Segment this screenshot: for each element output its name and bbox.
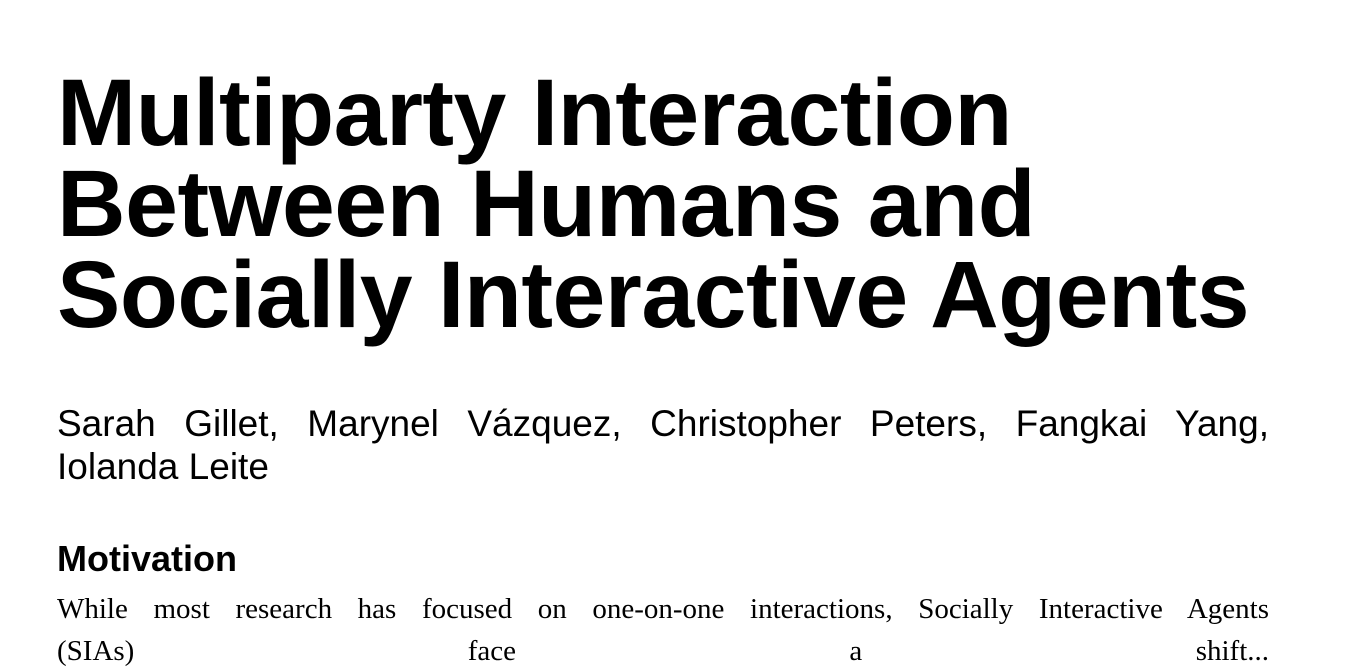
title-line: Socially Interactive Agents xyxy=(57,242,1250,348)
paper-title xyxy=(57,60,1250,348)
author-line: Iolanda Leite xyxy=(57,446,269,487)
title-line: Between Humans and xyxy=(57,151,1036,257)
motivation-paragraph xyxy=(57,588,1269,672)
section-heading-motivation: Motivation xyxy=(57,538,237,579)
paragraph-line: While most research has focused on one-on-one interactions, Socially Interactive Agents xyxy=(57,593,1269,625)
author-line: Sarah Gillet, Marynel Vázquez, Christopher Peters, Fangkai Yang, xyxy=(57,403,1269,444)
author-list xyxy=(57,402,1269,488)
paragraph-line: (SIAs) face a shift... xyxy=(57,635,1269,667)
title-line: Multiparty Interaction xyxy=(57,60,1012,166)
